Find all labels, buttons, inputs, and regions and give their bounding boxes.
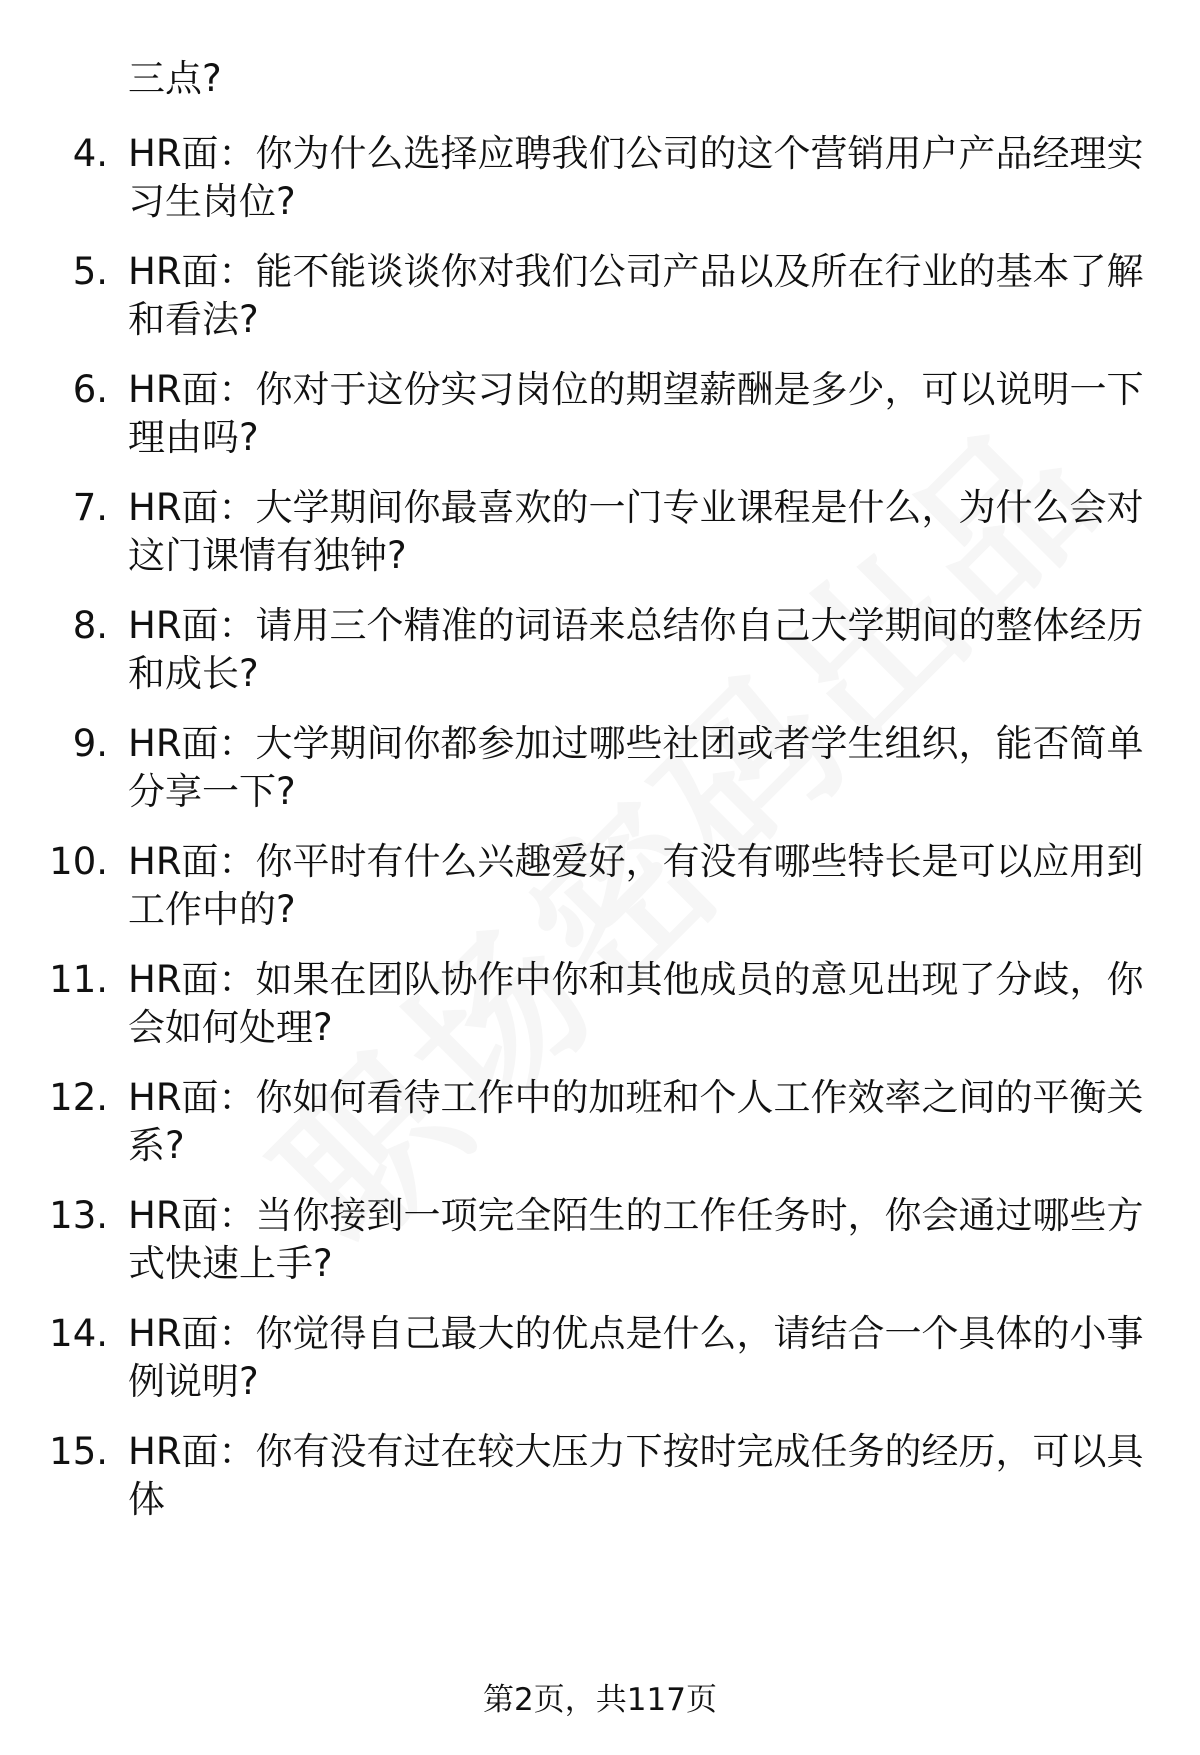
page-footer: 第2页，共117页 xyxy=(483,1682,717,1718)
item-number: 4. xyxy=(72,132,108,175)
item-text: HR面：大学期间你最喜欢的一门专业课程是什么，为什么会对这门课情有独钟? xyxy=(128,486,1144,577)
item-text: HR面：你觉得自己最大的优点是什么，请结合一个具体的小事例说明? xyxy=(128,1312,1144,1403)
item-text: HR面：你平时有什么兴趣爱好，有没有哪些特长是可以应用到工作中的? xyxy=(128,840,1144,931)
item-text: HR面：请用三个精准的词语来总结你自己大学期间的整体经历和成长? xyxy=(128,604,1144,695)
item-number: 7. xyxy=(72,486,108,529)
item-text: HR面：如果在团队协作中你和其他成员的意见出现了分歧，你会如何处理? xyxy=(128,958,1144,1049)
item-number: 14. xyxy=(49,1312,108,1355)
item-text: HR面：能不能谈谈你对我们公司产品以及所在行业的基本了解和看法? xyxy=(128,250,1144,341)
item-text: 三点? xyxy=(128,57,222,100)
item-number: 5. xyxy=(72,250,108,293)
item-text: HR面：当你接到一项完全陌生的工作任务时，你会通过哪些方式快速上手? xyxy=(128,1194,1144,1285)
item-number: 9. xyxy=(72,722,108,765)
item-text: HR面：你对于这份实习岗位的期望薪酬是多少，可以说明一下理由吗? xyxy=(128,368,1144,459)
item-number: 12. xyxy=(49,1076,108,1119)
item-text: HR面：你有没有过在较大压力下按时完成任务的经历，可以具体 xyxy=(128,1430,1144,1521)
item-number: 10. xyxy=(49,840,108,883)
item-number: 15. xyxy=(49,1430,108,1473)
item-number: 11. xyxy=(49,958,108,1001)
item-number: 8. xyxy=(72,604,108,647)
item-number: 13. xyxy=(49,1194,108,1237)
item-text: HR面：你如何看待工作中的加班和个人工作效率之间的平衡关系? xyxy=(128,1076,1144,1167)
item-number: 6. xyxy=(72,368,108,411)
item-text: HR面：大学期间你都参加过哪些社团或者学生组织，能否简单分享一下? xyxy=(128,722,1144,813)
item-text: HR面：你为什么选择应聘我们公司的这个营销用户产品经理实习生岗位? xyxy=(128,132,1144,223)
